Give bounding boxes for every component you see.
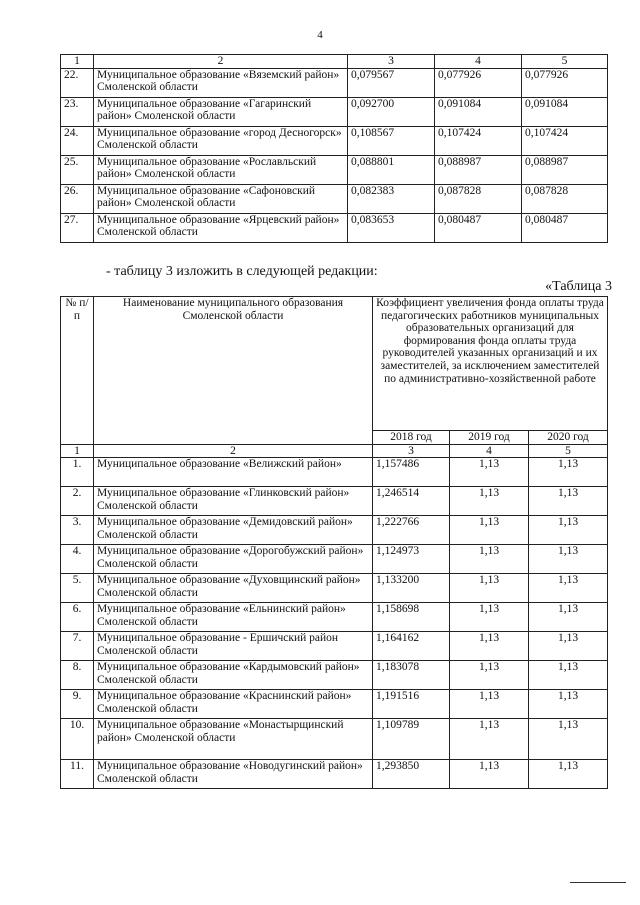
row-number: 9. [61,690,94,719]
value-cell: 0,107424 [435,126,522,155]
value-2018: 1,109789 [373,719,450,760]
value-2020: 1,13 [529,516,608,545]
value-2018: 1,246514 [373,487,450,516]
value-cell: 0,087828 [435,184,522,213]
value-2018: 1,222766 [373,516,450,545]
column-number: 3 [373,444,450,458]
table-3 [60,296,608,789]
row-number: 7. [61,632,94,661]
year-header: 2018 год [373,431,450,445]
value-cell: 0,088801 [348,155,435,184]
value-cell: 0,107424 [522,126,608,155]
value-cell: 0,080487 [522,213,608,242]
table-row [61,661,608,690]
value-cell: 0,083653 [348,213,435,242]
value-cell: 0,092700 [348,97,435,126]
value-2018: 1,158698 [373,603,450,632]
value-2020: 1,13 [529,603,608,632]
header-cell: 4 [435,55,522,69]
value-cell: 0,088987 [522,155,608,184]
column-number: 5 [529,444,608,458]
value-2018: 1,183078 [373,661,450,690]
value-cell: 0,077926 [522,68,608,97]
municipality-name: Муниципальное образование «Вяземский район» Смоленской области [94,68,348,97]
value-2020: 1,13 [529,719,608,760]
value-2020: 1,13 [529,487,608,516]
table-row [61,213,608,242]
value-2019: 1,13 [450,574,529,603]
column-number: 2 [94,444,373,458]
header-number: № п/п [61,297,94,445]
value-2020: 1,13 [529,458,608,487]
table-row [61,126,608,155]
municipality-name: Муниципальное образование «Ярцевский район» Смоленской области [94,213,348,242]
table-row [61,516,608,545]
value-2019: 1,13 [450,690,529,719]
header-cell: 3 [348,55,435,69]
value-2020: 1,13 [529,574,608,603]
municipality-name: Муниципальное образование «Глинковский район» Смоленской области [94,487,373,516]
table-row [61,632,608,661]
value-2020: 1,13 [529,690,608,719]
value-2019: 1,13 [450,487,529,516]
value-cell: 0,082383 [348,184,435,213]
value-2018: 1,293850 [373,760,450,789]
footer-line [570,882,626,883]
value-2020: 1,13 [529,632,608,661]
table-row [61,760,608,789]
header-cell: 2 [94,55,348,69]
table-row [61,690,608,719]
coefficients-table-continued [60,54,608,243]
row-number: 8. [61,661,94,690]
value-cell: 0,080487 [435,213,522,242]
value-2018: 1,164162 [373,632,450,661]
year-header: 2020 год [529,431,608,445]
municipality-name: Муниципальное образование «Демидовский район» Смоленской области [94,516,373,545]
row-number: 10. [61,719,94,760]
value-2019: 1,13 [450,545,529,574]
value-2019: 1,13 [450,516,529,545]
table-row [61,545,608,574]
municipality-name: Муниципальное образование «Дорогобужский район» Смоленской области [94,545,373,574]
value-2018: 1,133200 [373,574,450,603]
municipality-name: Муниципальное образование «город Десногорск» Смоленской области [94,126,348,155]
table-row [61,97,608,126]
municipality-name: Муниципальное образование «Монастырщинский район» Смоленской области [94,719,373,760]
row-number: 25. [61,155,94,184]
municipality-name: Муниципальное образование - Ершичский район Смоленской области [94,632,373,661]
row-number: 3. [61,516,94,545]
row-number: 23. [61,97,94,126]
table-row [61,574,608,603]
value-2019: 1,13 [450,661,529,690]
municipality-name: Муниципальное образование «Сафоновский район» Смоленской области [94,184,348,213]
row-number: 22. [61,68,94,97]
header-cell: 5 [522,55,608,69]
value-cell: 0,091084 [522,97,608,126]
column-numbers-row [61,55,608,69]
row-number: 26. [61,184,94,213]
value-2020: 1,13 [529,760,608,789]
column-numbers-row [61,444,608,458]
value-2018: 1,124973 [373,545,450,574]
value-2020: 1,13 [529,661,608,690]
row-number: 1. [61,458,94,487]
value-cell: 0,091084 [435,97,522,126]
value-cell: 0,087828 [522,184,608,213]
row-number: 24. [61,126,94,155]
municipality-name: Муниципальное образование «Велижский район» [94,458,373,487]
value-2019: 1,13 [450,603,529,632]
municipality-name: Муниципальное образование «Новодугинский район» Смоленской области [94,760,373,789]
municipality-name: Муниципальное образование «Рославльский район» Смоленской области [94,155,348,184]
municipality-name: Муниципальное образование «Гагаринский район» Смоленской области [94,97,348,126]
municipality-name: Муниципальное образование «Ельнинский район» Смоленской области [94,603,373,632]
municipality-name: Муниципальное образование «Краснинский район» Смоленской области [94,690,373,719]
table-row [61,68,608,97]
table-label: «Таблица 3 [545,279,612,294]
table-row [61,487,608,516]
value-2019: 1,13 [450,458,529,487]
column-number: 4 [450,444,529,458]
header-name: Наименование муниципального образования Смоленской области [94,297,373,445]
header-cell: 1 [61,55,94,69]
page-number: 4 [317,29,323,41]
value-cell: 0,108567 [348,126,435,155]
table-row [61,458,608,487]
header-coefficient: Коэффициент увеличения фонда оплаты труда педагогических работников муниципальных образовательных организаций для формирования фонда оплаты труда руководителей указанных организаций и их заместителей, за исключением заместителей по административно-хозяйственной работе [373,297,608,431]
table-row [61,719,608,760]
row-number: 4. [61,545,94,574]
year-header: 2019 год [450,431,529,445]
value-cell: 0,088987 [435,155,522,184]
value-2019: 1,13 [450,632,529,661]
value-cell: 0,077926 [435,68,522,97]
value-2019: 1,13 [450,719,529,760]
municipality-name: Муниципальное образование «Духовщинский район» Смоленской области [94,574,373,603]
row-number: 6. [61,603,94,632]
table-row [61,184,608,213]
table-row [61,155,608,184]
value-2020: 1,13 [529,545,608,574]
value-cell: 0,079567 [348,68,435,97]
row-number: 11. [61,760,94,789]
row-number: 27. [61,213,94,242]
row-number: 2. [61,487,94,516]
instruction-text: - таблицу 3 изложить в следующей редакции: [106,264,378,279]
municipality-name: Муниципальное образование «Кардымовский район» Смоленской области [94,661,373,690]
value-2018: 1,191516 [373,690,450,719]
table-header-row [61,297,608,431]
value-2019: 1,13 [450,760,529,789]
value-2018: 1,157486 [373,458,450,487]
column-number: 1 [61,444,94,458]
table-row [61,603,608,632]
row-number: 5. [61,574,94,603]
